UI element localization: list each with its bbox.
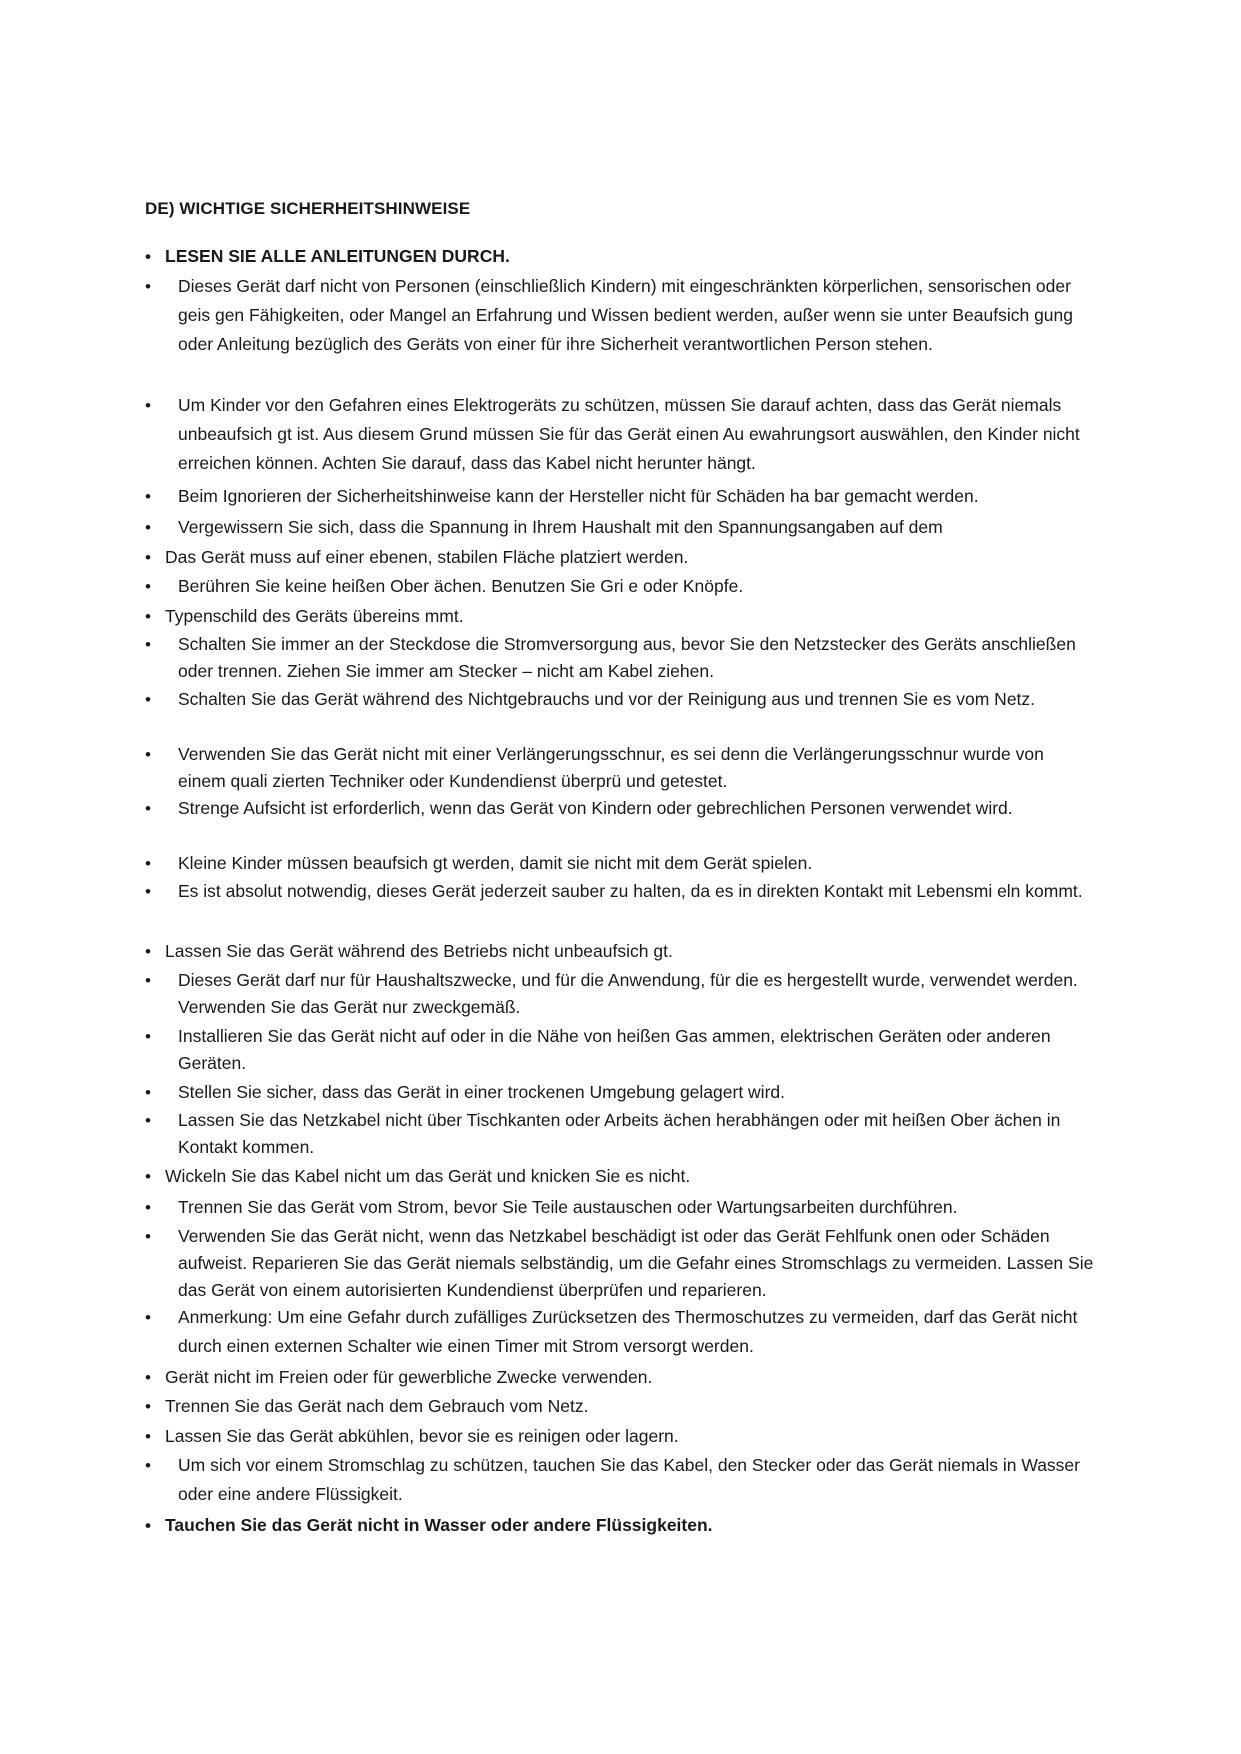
list-item-text: Gerät nicht im Freien oder für gewerbliche Zwecke verwenden. <box>165 1367 653 1387</box>
list-item <box>145 1363 1095 1392</box>
bullet: • <box>145 518 151 537</box>
bullet: • <box>145 1027 151 1046</box>
bullet: • <box>145 854 151 873</box>
list-item <box>145 1422 1095 1451</box>
bullet: • <box>145 690 151 709</box>
list-item <box>145 602 1095 631</box>
list-item-text: Lassen Sie das Gerät während des Betriebs nicht unbeaufsich gt. <box>165 941 673 961</box>
bullet: • <box>145 1308 151 1327</box>
list-item <box>145 1162 1095 1191</box>
bullet: • <box>145 971 151 990</box>
list-item <box>145 967 1095 1021</box>
list-item-text: Lassen Sie das Netzkabel nicht über Tischkanten oder Arbeits ächen herabhängen oder mit heißen Ober ächen in Kontakt kommen. <box>178 1110 1061 1157</box>
bullet: • <box>145 277 151 296</box>
list-item-text: Stellen Sie sicher, dass das Gerät in einer trockenen Umgebung gelagert wird. <box>178 1082 785 1102</box>
list-item-text: Installieren Sie das Gerät nicht auf oder in die Nähe von heißen Gas ammen, elektrischen Geräten oder anderen Geräten. <box>178 1026 1051 1073</box>
list-item <box>145 242 1095 271</box>
bullet: • <box>145 1167 151 1186</box>
list-item-text: Kleine Kinder müssen beaufsich gt werden, damit sie nicht mit dem Gerät spielen. <box>178 853 813 873</box>
bullet: • <box>145 882 151 901</box>
bullet: • <box>145 1227 151 1246</box>
bullet: • <box>145 1368 151 1387</box>
list-item-text: Beim Ignorieren der Sicherheitshinweise kann der Hersteller nicht für Schäden ha bar gemacht werden. <box>178 486 979 506</box>
list-item <box>145 572 1095 601</box>
list-item <box>145 1451 1095 1509</box>
list-item <box>145 1392 1095 1421</box>
list-item-text: Strenge Aufsicht ist erforderlich, wenn das Gerät von Kindern oder gebrechlichen Personen verwendet wird. <box>178 798 1013 818</box>
list-item <box>145 849 1095 878</box>
list-item-text: Verwenden Sie das Gerät nicht mit einer Verlängerungsschnur, es sei denn die Verlängerungsschnur wurde von einem quali zierten Techniker oder Kundendienst überprü und getestet. <box>178 744 1044 791</box>
page-title: DE) WICHTIGE SICHERHEITSHINWEISE <box>145 199 471 218</box>
list-item-text: LESEN SIE ALLE ANLEITUNGEN DURCH. <box>165 246 510 266</box>
list-item-text: Um Kinder vor den Gefahren eines Elektrogeräts zu schützen, müssen Sie darauf achten, dass das Gerät niemals unbeaufsich gt ist. Aus diesem Grund müssen Sie für das Gerät einen Au ewahrungsort auswählen, den Kinder nicht erreichen können. Achten Sie darauf, dass das Kabel nicht herunter hängt. <box>178 395 1080 473</box>
list-item <box>145 1223 1095 1304</box>
list-item <box>145 877 1095 906</box>
bullet: • <box>145 1456 151 1475</box>
list-item <box>145 1078 1095 1107</box>
list-item-text: Um sich vor einem Stromschlag zu schützen, tauchen Sie das Kabel, den Stecker oder das Gerät niemals in Wasser oder eine andere Flüssigkeit. <box>178 1455 1080 1504</box>
bullet: • <box>145 1083 151 1102</box>
list-item-text: Dieses Gerät darf nur für Haushaltszwecke, und für die Anwendung, für die es hergestellt wurde, verwendet werden. Verwenden Sie das Gerät nur zweckgemäß. <box>178 970 1078 1017</box>
list-item <box>145 1511 1095 1540</box>
list-item-text: Trennen Sie das Gerät nach dem Gebrauch vom Netz. <box>165 1396 589 1416</box>
bullet: • <box>145 1516 151 1535</box>
list-item <box>145 937 1095 966</box>
bullet: • <box>145 548 151 567</box>
bullet: • <box>145 487 151 506</box>
bullet: • <box>145 1111 151 1130</box>
list-item-text: Anmerkung: Um eine Gefahr durch zufälliges Zurücksetzen des Thermoschutzes zu vermeiden, darf das Gerät nicht durch einen externen Schalter wie einen Timer mit Strom versorgt werden. <box>178 1307 1078 1356</box>
list-item <box>145 1107 1095 1161</box>
list-item-text: Das Gerät muss auf einer ebenen, stabilen Fläche platziert werden. <box>165 547 689 567</box>
list-item-text: Wickeln Sie das Kabel nicht um das Gerät und knicken Sie es nicht. <box>165 1166 691 1186</box>
bullet: • <box>145 396 151 415</box>
list-item-text: Verwenden Sie das Gerät nicht, wenn das Netzkabel beschädigt ist oder das Gerät Fehlfunk onen oder Schäden aufweist. Reparieren Sie das Gerät niemals selbständig, um die Gefahr eines Stromschlags zu vermeiden. Lassen Sie das Gerät von einem autorisierten Kundendienst überprüfen und reparieren. <box>178 1226 1094 1300</box>
bullet: • <box>145 577 151 596</box>
bullet: • <box>145 1397 151 1416</box>
bullet: • <box>145 745 151 764</box>
list-item-text: Trennen Sie das Gerät vom Strom, bevor Sie Teile austauschen oder Wartungsarbeiten durchführen. <box>178 1197 958 1217</box>
list-item <box>145 1303 1095 1361</box>
list-item-text: Dieses Gerät darf nicht von Personen (einschließlich Kindern) mit eingeschränkten körperlichen, sensorischen oder geis gen Fähigkeiten, oder Mangel an Erfahrung und Wissen bedient werden, außer wenn sie unter Beaufsich gung oder Anleitung bezüglich des Geräts von einer für ihre Sicherheit verantwortlichen Person stehen. <box>178 276 1074 354</box>
list-item <box>145 272 1095 359</box>
list-item <box>145 795 1095 822</box>
list-item-text: Es ist absolut notwendig, dieses Gerät jederzeit sauber zu halten, da es in direkten Kontakt mit Lebensmi eln kommt. <box>178 881 1083 901</box>
list-item-text: Schalten Sie immer an der Steckdose die Stromversorgung aus, bevor Sie den Netzstecker des Geräts anschließen oder trennen. Ziehen Sie immer am Stecker – nicht am Kabel ziehen. <box>178 634 1076 681</box>
list-item <box>145 513 1095 542</box>
bullet: • <box>145 799 151 818</box>
bullet: • <box>145 607 151 626</box>
bullet: • <box>145 1427 151 1446</box>
list-item-text: Schalten Sie das Gerät während des Nichtgebrauchs und vor der Reinigung aus und trennen Sie es vom Netz. <box>178 689 1036 709</box>
list-item <box>145 741 1095 795</box>
bullet: • <box>145 635 151 654</box>
list-item <box>145 1193 1095 1222</box>
bullet: • <box>145 247 151 266</box>
list-item <box>145 482 1095 511</box>
list-item-text: Berühren Sie keine heißen Ober ächen. Benutzen Sie Gri e oder Knöpfe. <box>178 576 744 596</box>
list-item <box>145 631 1095 685</box>
list-item <box>145 543 1095 572</box>
list-item <box>145 391 1095 478</box>
list-item-text: Typenschild des Geräts übereins mmt. <box>165 606 464 626</box>
list-item-text: Lassen Sie das Gerät abkühlen, bevor sie es reinigen oder lagern. <box>165 1426 679 1446</box>
bullet: • <box>145 1198 151 1217</box>
list-item <box>145 1023 1095 1077</box>
list-item-text: Vergewissern Sie sich, dass die Spannung in Ihrem Haushalt mit den Spannungsangaben auf dem <box>178 517 943 537</box>
bullet: • <box>145 942 151 961</box>
list-item-text: Tauchen Sie das Gerät nicht in Wasser oder andere Flüssigkeiten. <box>165 1515 713 1535</box>
list-item <box>145 686 1095 713</box>
